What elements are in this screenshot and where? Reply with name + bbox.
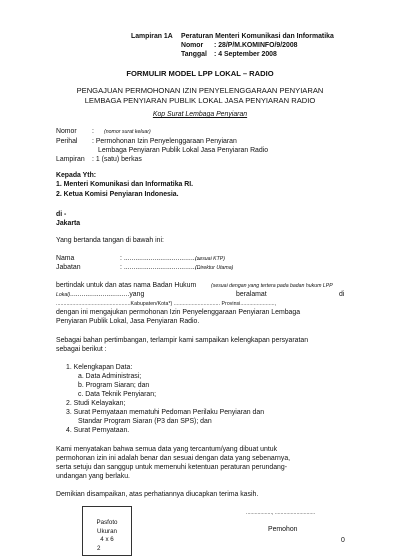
- nama-value: : ........................................: [120, 255, 201, 262]
- signature-date-line: .................., ............................: [246, 510, 316, 516]
- nama-note: (sesuai KTP): [195, 256, 225, 262]
- form-subtitle-1: PENGAJUAN PERMOHONAN IZIN PENYELENGGARAAN PENYIARAN: [76, 86, 324, 95]
- photo-line-3: 4 x 6: [100, 536, 114, 543]
- nama-label: Nama: [56, 255, 75, 262]
- meta-lampiran-label: Lampiran: [56, 156, 85, 163]
- meta-nomor-value: (nomor surat keluar): [104, 129, 151, 135]
- photo-line-2: Ukuran: [97, 527, 117, 535]
- para1-line2-mid: beralamat: [236, 291, 267, 298]
- para3-line4: undangan yang berlaku.: [56, 473, 130, 480]
- para1-line3: ..................................................Kabupaten/Kota*) ............................... Provinsi.......................,: [56, 301, 277, 307]
- para1-line1-note: (sesuai dengan yang tertera pada badan hukum LPP: [211, 283, 333, 289]
- list-item-1: 1. Kelengkapan Data:: [66, 364, 133, 371]
- list-item-3a: 3. Surat Pernyataan mematuhi Pedoman Perilaku Penyiaran dan: [66, 409, 265, 416]
- header-nomor-value: : 28/P/M.KOMINFO/9/2008: [214, 42, 298, 49]
- form-subtitle-2: LEMBAGA PENYIARAN PUBLIK LOKAL JASA PENYIARAN RADIO: [84, 96, 316, 105]
- photo-line-4: 2: [97, 544, 101, 552]
- greeting: Yang bertanda tangan di bawah ini:: [56, 237, 164, 244]
- list-item-4: 4. Surat Pernyataan.: [66, 427, 130, 434]
- photo-line-1: Pasfoto: [96, 519, 118, 526]
- lampiran-label: Lampiran 1A: [131, 33, 173, 40]
- list-item-1b: b. Program Siaran; dan: [78, 382, 150, 389]
- form-title: FORMULIR MODEL LPP LOKAL – RADIO: [126, 69, 274, 78]
- kop-surat: Kop Surat Lembaga Penyiaran: [152, 111, 248, 118]
- para1-line2-end: di: [339, 291, 345, 298]
- jabatan-label: Jabatan: [56, 264, 81, 271]
- para3-line3: serta setuju dan sanggup untuk memenuhi ketentuan peraturan perundang-: [56, 464, 287, 471]
- header-nomor-label: Nomor: [181, 42, 204, 49]
- pemohon-label: Pemohon: [268, 526, 298, 533]
- kepada-item-1: 1. Menteri Komunikasi dan Informatika RI.: [56, 181, 194, 188]
- list-item-2: 2. Studi Kelayakan;: [66, 400, 126, 407]
- para1-line5: Penyiaran Publik Lokal, Jasa Penyiaran Radio.: [56, 318, 200, 325]
- para3-line1: Kami menyatakan bahwa semua data yang tercantum/yang dibuat untuk: [56, 446, 278, 453]
- para1-line1: bertindak untuk dan atas nama Badan Hukum: [56, 282, 197, 289]
- list-item-3b: Standar Program Siaran (P3 dan SPS); dan: [78, 418, 212, 425]
- meta-perihal-label: Perihal: [56, 138, 78, 145]
- jakarta-label: Jakarta: [56, 220, 81, 227]
- list-item-1c: c. Data Teknik Penyiaran;: [78, 391, 157, 398]
- meta-nomor-sep: :: [92, 128, 94, 135]
- para2-line2: sebagai berikut :: [56, 346, 107, 353]
- page-number: 0: [341, 537, 345, 544]
- meta-lampiran-value: : 1 (satu) berkas: [92, 156, 142, 163]
- kepada-label: Kepada Yth:: [56, 172, 97, 179]
- di-label: di -: [56, 211, 67, 218]
- para2-line1: Sebagai bahan pertimbangan, terlampir kami sampaikan kelengkapan persyaratan: [56, 337, 309, 344]
- list-item-1a: a. Data Administrasi;: [78, 373, 142, 380]
- para1-line4: dengan ini mengajukan permohonan Izin Penyelenggaraan Penyiaran Lembaga: [56, 309, 301, 316]
- meta-nomor-label: Nomor: [56, 128, 77, 135]
- jabatan-note: (Direktur Utama): [195, 265, 234, 271]
- peraturan-title: Peraturan Menteri Komunikasi dan Informatika: [181, 33, 334, 40]
- kepada-item-2: 2. Ketua Komisi Penyiaran Indonesia.: [56, 191, 179, 198]
- para1-line2-note: Lokal): [56, 292, 71, 298]
- meta-perihal-value-1: : Permohonan Izin Penyelenggaraan Penyiaran: [92, 138, 237, 145]
- header-tanggal-value: : 4 September 2008: [214, 51, 277, 58]
- jabatan-value: : ........................................: [120, 264, 201, 271]
- photo-placeholder-box: [82, 506, 132, 556]
- para1-line2-dots: ...............................yang: [70, 291, 145, 298]
- closing-text: Demikian disampaikan, atas perhatiannya diucapkan terima kasih.: [56, 491, 259, 498]
- header-tanggal-label: Tanggal: [181, 51, 207, 58]
- para3-line2: permohonan izin ini adalah benar dan sesuai dengan data yang sebenarnya,: [56, 455, 291, 462]
- meta-perihal-value-2: Lembaga Penyiaran Publik Lokal Jasa Penyiaran Radio: [98, 147, 269, 154]
